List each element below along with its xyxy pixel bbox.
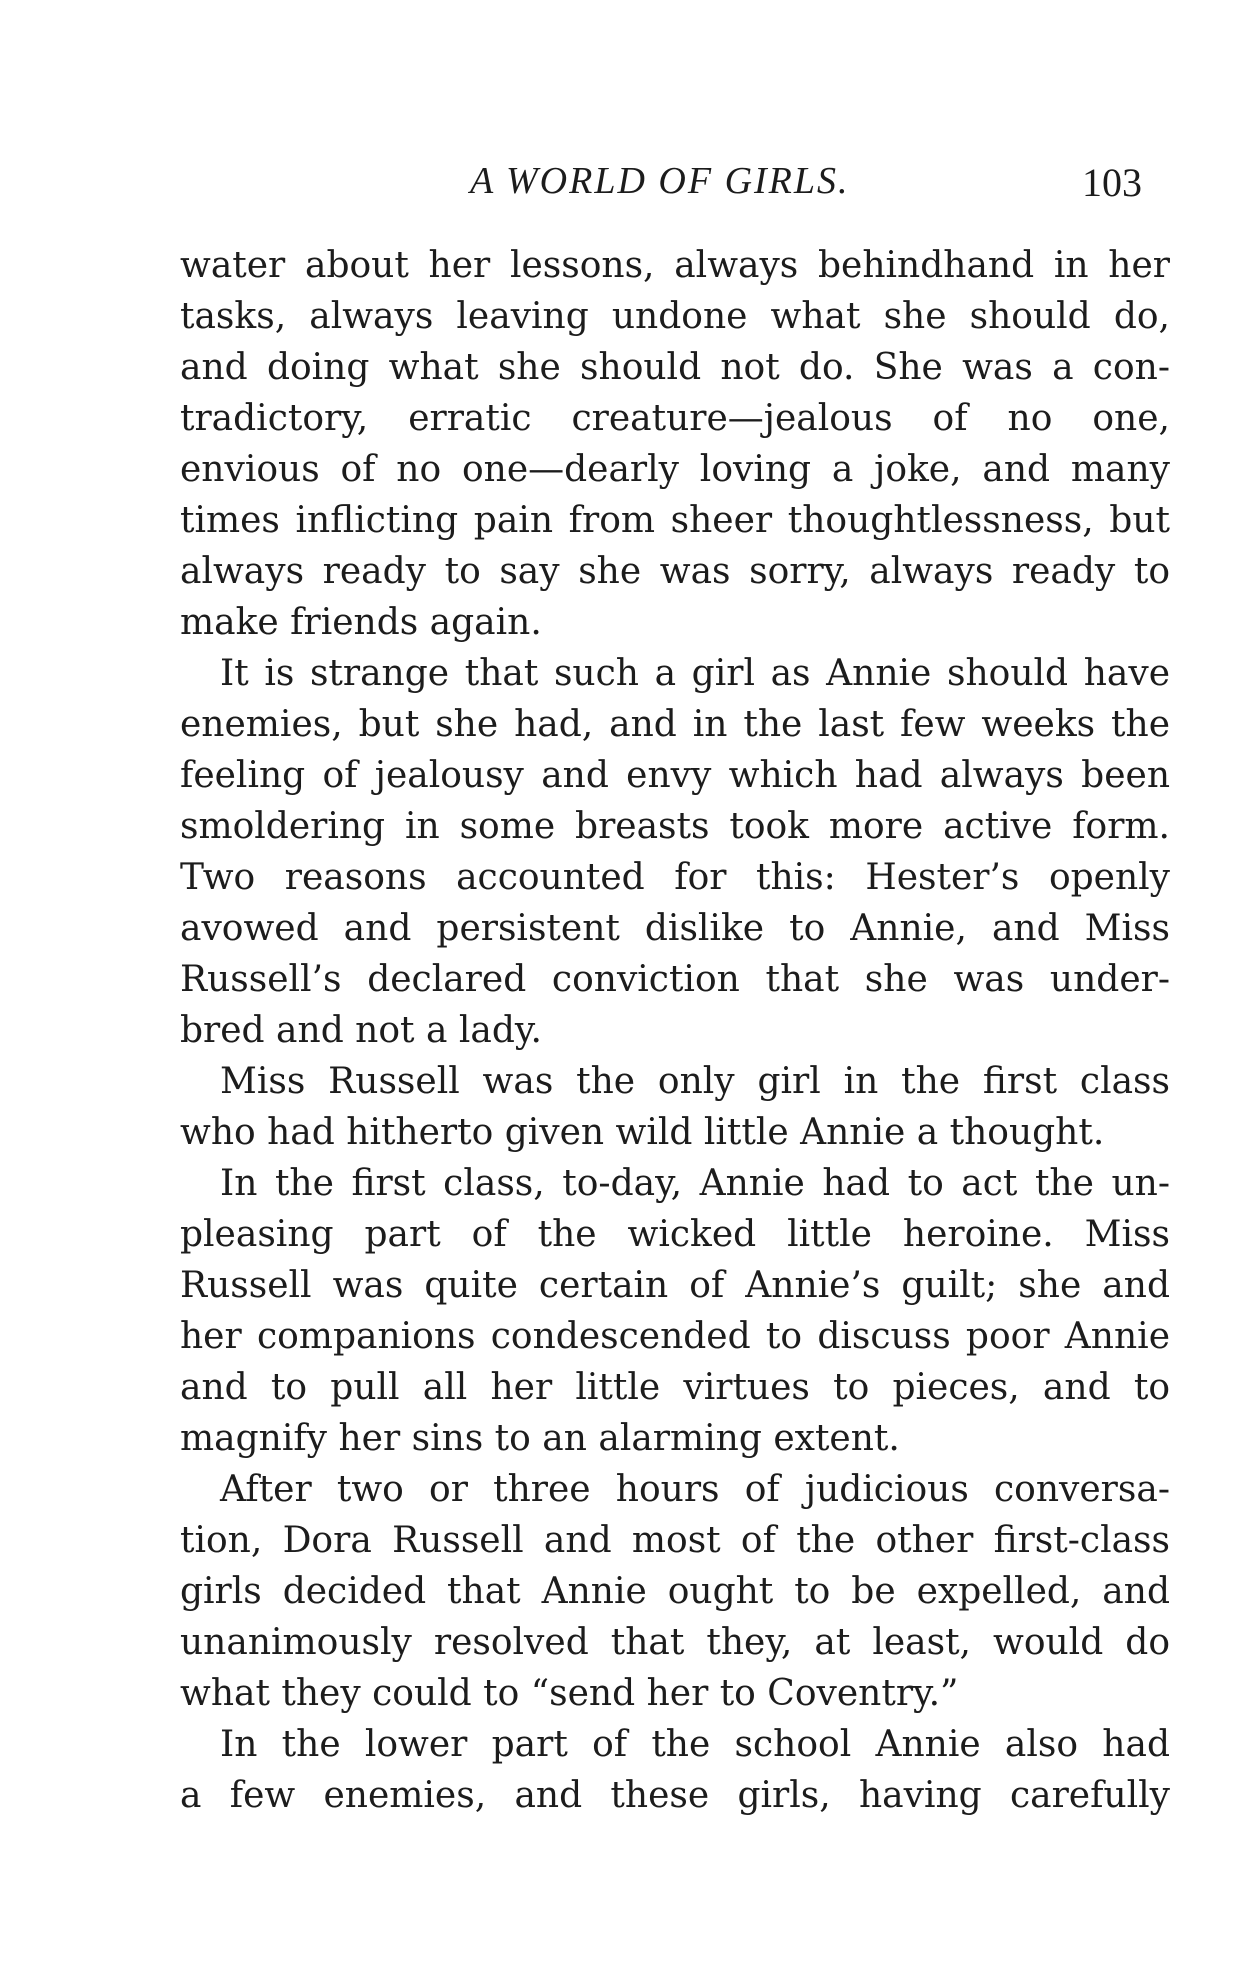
text-line: Russell’s declared conviction that she was under- (180, 959, 1170, 1000)
text-line: tasks, always leaving undone what she should do, (180, 296, 1170, 337)
text-line: Miss Russell was the only girl in the first class (220, 1061, 1170, 1102)
text-line: girls decided that Annie ought to be expelled, and (180, 1571, 1170, 1612)
text-line: smoldering in some breasts took more active form. (180, 806, 1170, 847)
text-line: tradictory, erratic creature—jealous of no one, (180, 398, 1170, 439)
page-number: 103 (1082, 160, 1142, 205)
text-line: tion, Dora Russell and most of the other first-class (180, 1520, 1170, 1561)
text-line: times inflicting pain from sheer thoughtlessness, but (180, 500, 1170, 541)
text-line: her companions condescended to discuss poor Annie (180, 1316, 1170, 1357)
text-line: It is strange that such a girl as Annie should have (220, 653, 1170, 694)
text-line: In the first class, to-day, Annie had to act the un- (220, 1163, 1170, 1204)
text-line: water about her lessons, always behindhand in her (180, 245, 1170, 286)
text-line: pleasing part of the wicked little heroine. Miss (180, 1214, 1170, 1255)
text-line: In the lower part of the school Annie also had (220, 1724, 1170, 1765)
running-title: A WORLD OF GIRLS. (470, 160, 850, 202)
text-line: feeling of jealousy and envy which had always been (180, 755, 1170, 796)
text-line: make friends again. (180, 602, 542, 643)
text-line: After two or three hours of judicious conversa- (220, 1469, 1170, 1510)
text-line: and doing what she should not do. She was a con- (180, 347, 1170, 388)
text-line: and to pull all her little virtues to pieces, and to (180, 1367, 1170, 1408)
text-line: magnify her sins to an alarming extent. (180, 1418, 900, 1459)
text-line: Russell was quite certain of Annie’s guilt; she and (180, 1265, 1170, 1306)
text-line: avowed and persistent dislike to Annie, and Miss (180, 908, 1170, 949)
text-line: what they could to “send her to Coventry.” (180, 1673, 959, 1714)
body-text (180, 240, 1170, 1821)
text-line: always ready to say she was sorry, always ready to (180, 551, 1170, 592)
text-line: bred and not a lady. (180, 1010, 542, 1051)
text-line: who had hitherto given wild little Annie a thought. (180, 1112, 1105, 1153)
text-line: envious of no one—dearly loving a joke, and many (180, 449, 1170, 490)
text-line: unanimously resolved that they, at least, would do (180, 1622, 1170, 1663)
text-line: a few enemies, and these girls, having carefully (180, 1775, 1170, 1816)
text-line: enemies, but she had, and in the last few weeks the (180, 704, 1170, 745)
text-line: Two reasons accounted for this: Hester’s openly (180, 857, 1170, 898)
